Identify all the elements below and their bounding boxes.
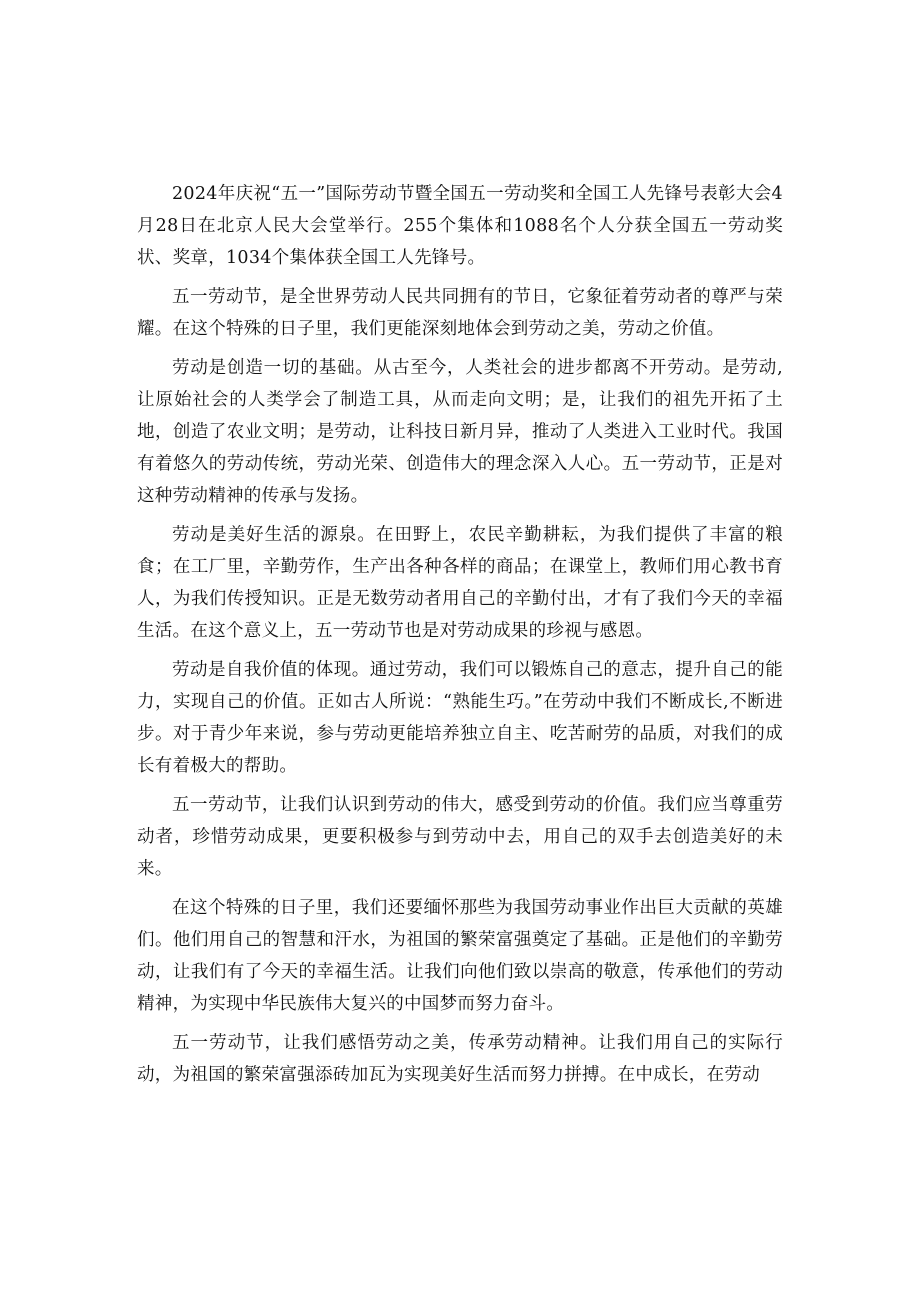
- paragraph-respect-labor: 五一劳动节，让我们认识到劳动的伟大，感受到劳动的价值。我们应当尊重劳动者，珍惜劳动成果，更要积极参与到劳动中去，用自己的双手去创造美好的未来。: [137, 795, 783, 879]
- paragraph-award-ceremony: 2024年庆祝“五一”国际劳动节暨全国五一劳动奖和全国工人先锋号表彰大会4月28日在北京人民大会堂举行。255个集体和1088名个人分获全国五一劳动奖状、奖章，1034个集体获全国工人先锋号。: [137, 184, 783, 268]
- paragraph-labor-foundation: 劳动是创造一切的基础。从古至今，人类社会的进步都离不开劳动。是劳动,让原始社会的人类学会了制造工具，从而走向文明；是，让我们的祖先开拓了土地，创造了农业文明；是劳动，让科技日新月异，推动了人类进入工业时代。我国有着悠久的劳动传统，劳动光荣、创造伟大的理念深入人心。五一劳动节，正是对这种劳动精神的传承与发扬。: [137, 358, 783, 506]
- paragraph-labor-source-of-life: 劳动是美好生活的源泉。在田野上，农民辛勤耕耘，为我们提供了丰富的粮食；在工厂里，辛勤劳作，生产出各种各样的商品；在课堂上，教师们用心教书育人，为我们传授知识。正是无数劳动者用自己的辛勤付出，才有了我们今天的幸福生活。在这个意义上，五一劳动节也是对劳动成果的珍视与感恩。: [137, 525, 783, 641]
- paragraph-conclusion: 五一劳动节，让我们感悟劳动之美，传承劳动精神。让我们用自己的实际行动，为祖国的繁荣富强添砖加瓦为实现美好生活而努力拼搏。在中成长，在劳动: [137, 1033, 783, 1085]
- paragraph-self-value: 劳动是自我价值的体现。通过劳动，我们可以锻炼自己的意志，提升自己的能力，实现自己的价值。正如古人所说：“熟能生巧。”在劳动中我们不断成长,不断进步。对于青少年来说，参与劳动更能培养独立自主、吃苦耐劳的品质，对我们的成长有着极大的帮助。: [137, 660, 783, 776]
- paragraph-festival-meaning: 五一劳动节，是全世界劳动人民共同拥有的节日，它象征着劳动者的尊严与荣耀。在这个特殊的日子里，我们更能深刻地体会到劳动之美，劳动之价值。: [137, 287, 783, 339]
- document-body: [137, 178, 783, 1098]
- paragraph-heroes: 在这个特殊的日子里，我们还要缅怀那些为我国劳动事业作出巨大贡献的英雄们。他们用自己的智慧和汗水，为祖国的繁荣富强奠定了基础。正是他们的辛勤劳动，让我们有了今天的幸福生活。让我们向他们致以崇高的敬意，传承他们的劳动精神，为实现中华民族伟大复兴的中国梦而努力奋斗。: [137, 898, 783, 1014]
